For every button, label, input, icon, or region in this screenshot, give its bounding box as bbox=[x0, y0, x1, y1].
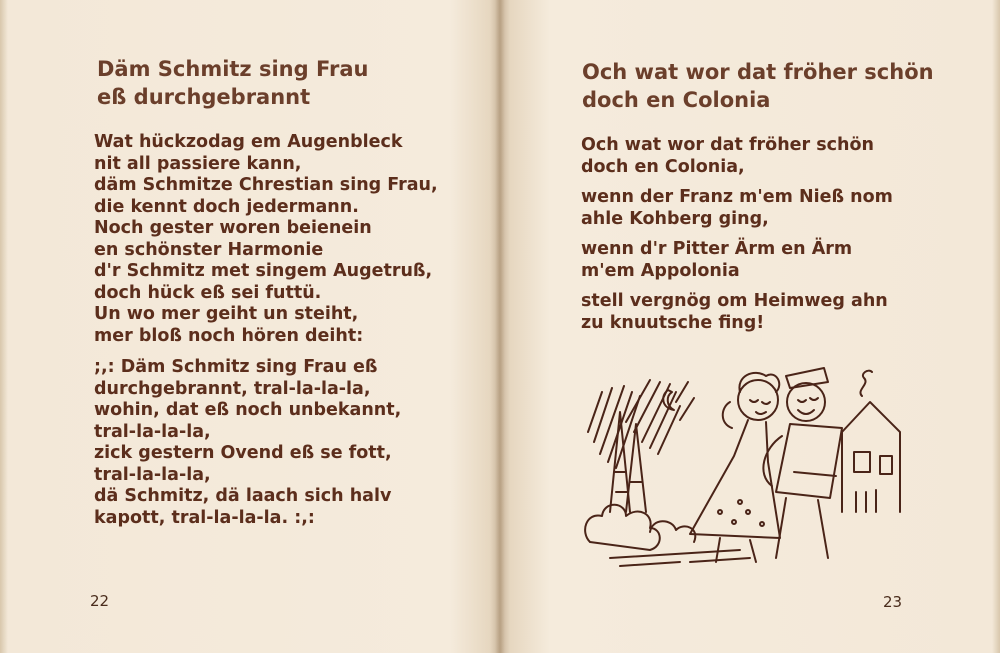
chorus-line: ;,: Däm Schmitz sing Frau eß bbox=[94, 357, 378, 377]
right-title-line: doch en Colonia bbox=[582, 88, 771, 112]
man-legs bbox=[776, 498, 828, 558]
right-page-title bbox=[582, 58, 934, 114]
left-song-text bbox=[94, 132, 438, 539]
right-song-text bbox=[581, 134, 893, 342]
verse-line: doch en Colonia, bbox=[581, 157, 745, 177]
chorus-line: tral-la-la-la, bbox=[94, 464, 211, 485]
verse-line: wenn der Franz m'em Nieß nom bbox=[581, 187, 893, 207]
verse-line: mer bloß noch hören deiht: bbox=[94, 325, 364, 346]
right-verse-group bbox=[581, 238, 893, 282]
verse-line: doch hück eß sei futtü. bbox=[94, 282, 322, 303]
left-page-title bbox=[97, 55, 368, 111]
verse-line: d'r Schmitz met singem Augetruß, bbox=[94, 261, 433, 281]
man-cap bbox=[786, 368, 828, 388]
couple-dancing-illustration bbox=[580, 362, 920, 572]
verse-line: Och wat wor dat fröher schön bbox=[581, 135, 874, 155]
chimney-smoke bbox=[860, 371, 872, 396]
verse-line: Noch gester woren beienein bbox=[94, 218, 372, 238]
verse-line: Un wo mer geiht un steiht, bbox=[94, 304, 359, 324]
right-page bbox=[503, 0, 1000, 653]
chorus-line: tral-la-la-la, bbox=[94, 421, 211, 442]
verse-line: stell vergnög om Heimweg ahn bbox=[581, 291, 888, 311]
left-verse bbox=[94, 132, 438, 347]
page-number-right: 23 bbox=[883, 593, 903, 611]
verse-line: Wat hückzodag em Augenbleck bbox=[94, 132, 403, 152]
right-verse-group bbox=[581, 186, 893, 230]
chorus-line: wohin, dat eß noch unbekannt, bbox=[94, 400, 402, 420]
page-number-left: 22 bbox=[90, 592, 110, 610]
verse-line: däm Schmitze Chrestian sing Frau, bbox=[94, 175, 438, 195]
verse-line: nit all passiere kann, bbox=[94, 153, 302, 174]
verse-line: zu knuutsche fing! bbox=[581, 313, 765, 333]
woman-raised-arm bbox=[723, 402, 732, 428]
chorus-line: zick gestern Ovend eß se fott, bbox=[94, 443, 392, 463]
verse-line: die kennt doch jedermann. bbox=[94, 196, 359, 217]
chorus-line: kapott, tral-la-la-la. :,: bbox=[94, 507, 315, 528]
verse-line: m'em Appolonia bbox=[581, 261, 740, 281]
verse-line: en schönster Harmonie bbox=[94, 239, 324, 260]
chorus-line: dä Schmitz, dä laach sich halv bbox=[94, 486, 392, 506]
right-verse-group bbox=[581, 134, 893, 178]
verse-line: ahle Kohberg ging, bbox=[581, 209, 769, 229]
left-title-line: Däm Schmitz sing Frau bbox=[97, 57, 369, 81]
man-jacket bbox=[776, 424, 842, 498]
right-title-line: Och wat wor dat fröher schön bbox=[582, 60, 934, 84]
verse-line: wenn d'r Pitter Ärm en Ärm bbox=[581, 239, 853, 259]
right-verse-group bbox=[581, 290, 893, 334]
left-page bbox=[0, 0, 497, 653]
left-title-line: eß durchgebrannt bbox=[97, 85, 311, 109]
man-head bbox=[787, 383, 825, 421]
shrub bbox=[585, 505, 660, 550]
chorus-line: durchgebrannt, tral-la-la-la, bbox=[94, 378, 371, 399]
ground-lines bbox=[610, 550, 750, 566]
left-chorus bbox=[94, 357, 438, 529]
